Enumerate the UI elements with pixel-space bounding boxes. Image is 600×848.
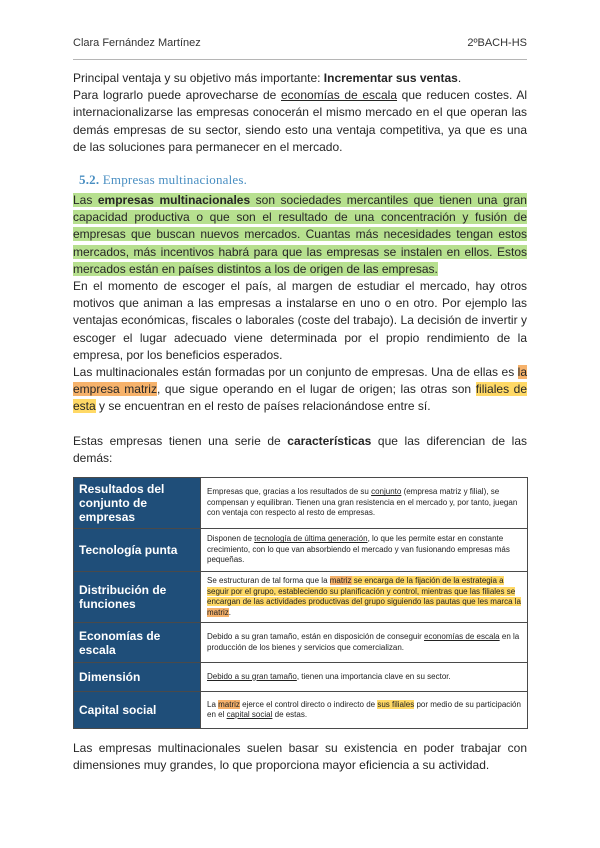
header-divider xyxy=(73,59,527,60)
table-row xyxy=(74,529,528,572)
closing-paragraph: Las empresas multinacionales suelen basar su existencia en poder trabajar con dimensiones muy grandes, lo que proporciona mayor eficiencia a su actividad. xyxy=(73,741,527,773)
table-row xyxy=(74,663,528,692)
row-description: La matriz ejerce el control directo o indirecto de sus filiales por medio de su participación en el capital social de estas. xyxy=(201,692,528,729)
row-label: Dimensión xyxy=(74,663,201,692)
row-label: Economías de escala xyxy=(74,623,201,663)
section-heading: 5.2. Empresas multinacionales. xyxy=(79,172,248,188)
row-label: Capital social xyxy=(74,692,201,729)
definition-paragraph: Las empresas multinacionales son sociedades mercantiles que tienen una gran capacidad productiva o que son el resultado de una concentración y fusión de empresas que buscan nuevos mercados. Cuantas más necesidades tengan estos mercados, más incentivos habrá para que las empresas se instalen en ellos. Estos mercados están en países distintos a los de origen de las empresas. xyxy=(73,193,527,276)
author-name: Clara Fernández Martínez xyxy=(73,37,201,49)
row-description: Debido a su gran tamaño, tienen una importancia clave en su sector. xyxy=(201,663,528,692)
formed-paragraph: Las multinacionales están formadas por un conjunto de empresas. Una de ellas es la empresa matriz, que sigue operando en el lugar de origen; las otras son filiales de esta y se encuentran en el resto de países relacionándose entre sí. xyxy=(73,365,528,414)
row-description: Empresas que, gracias a los resultados de su conjunto (empresa matriz y filial), se compensan y equilibran. Tienen una gran resistencia en el mercado y, por tanto, juegan con ventaja con respecto al resto de empresas. xyxy=(201,478,528,529)
row-description: Debido a su gran tamaño, están en disposición de conseguir economías de escala en la producción de los bienes y servicios que comercializan. xyxy=(201,623,528,663)
row-description: Se estructuran de tal forma que la matriz se encarga de la fijación de la estrategia a seguir por el grupo, estableciendo su planificación y control, mientras que las filiales se encargan de las actividades productivas del grupo siguiendo las pautas que les marca la matriz. xyxy=(201,572,528,623)
table-row xyxy=(74,692,528,729)
intro-paragraph-1: Principal ventaja y su objetivo más importante: Incrementar sus ventas. xyxy=(73,71,462,85)
row-label: Resultados del conjunto de empresas xyxy=(74,478,201,529)
course-label: 2ºBACH-HS xyxy=(467,37,527,49)
row-label: Distribución de funciones xyxy=(74,572,201,623)
row-label: Tecnología punta xyxy=(74,529,201,572)
row-description: Disponen de tecnología de última generación, lo que les permite estar en constante crecimiento, con lo que van absorbiendo el mercado y van fusionando empresas más pequeñas. xyxy=(201,529,528,572)
page-header xyxy=(73,37,527,49)
characteristics-table xyxy=(73,477,528,729)
characteristics-paragraph: Estas empresas tienen una serie de características que las diferencian de las demás: xyxy=(73,433,527,465)
table-row xyxy=(74,572,528,623)
table-row xyxy=(74,478,528,529)
intro-paragraph-2: Para lograrlo puede aprovecharse de economías de escala que reducen costes. Al internacionalizarse las empresas conocerán el mismo mercado en el que operan las demás empresas de su sector, siendo esto una ventaja competitiva, ya que es una de las soluciones para permanecer en el mercado. xyxy=(73,88,528,154)
table-row xyxy=(74,623,528,663)
document-body xyxy=(73,70,527,774)
country-paragraph: En el momento de escoger el país, al margen de estudiar el mercado, hay otros motivos que animan a las empresas a instalarse en uno o en otro. Por ejemplo las ventajas económicas, fiscales o laborales (coste del trabajo). La decisión de invertir y escoger el lugar adecuado viene determinada por el propio rendimiento de la empresa, por los beneficios esperados. xyxy=(73,279,527,362)
